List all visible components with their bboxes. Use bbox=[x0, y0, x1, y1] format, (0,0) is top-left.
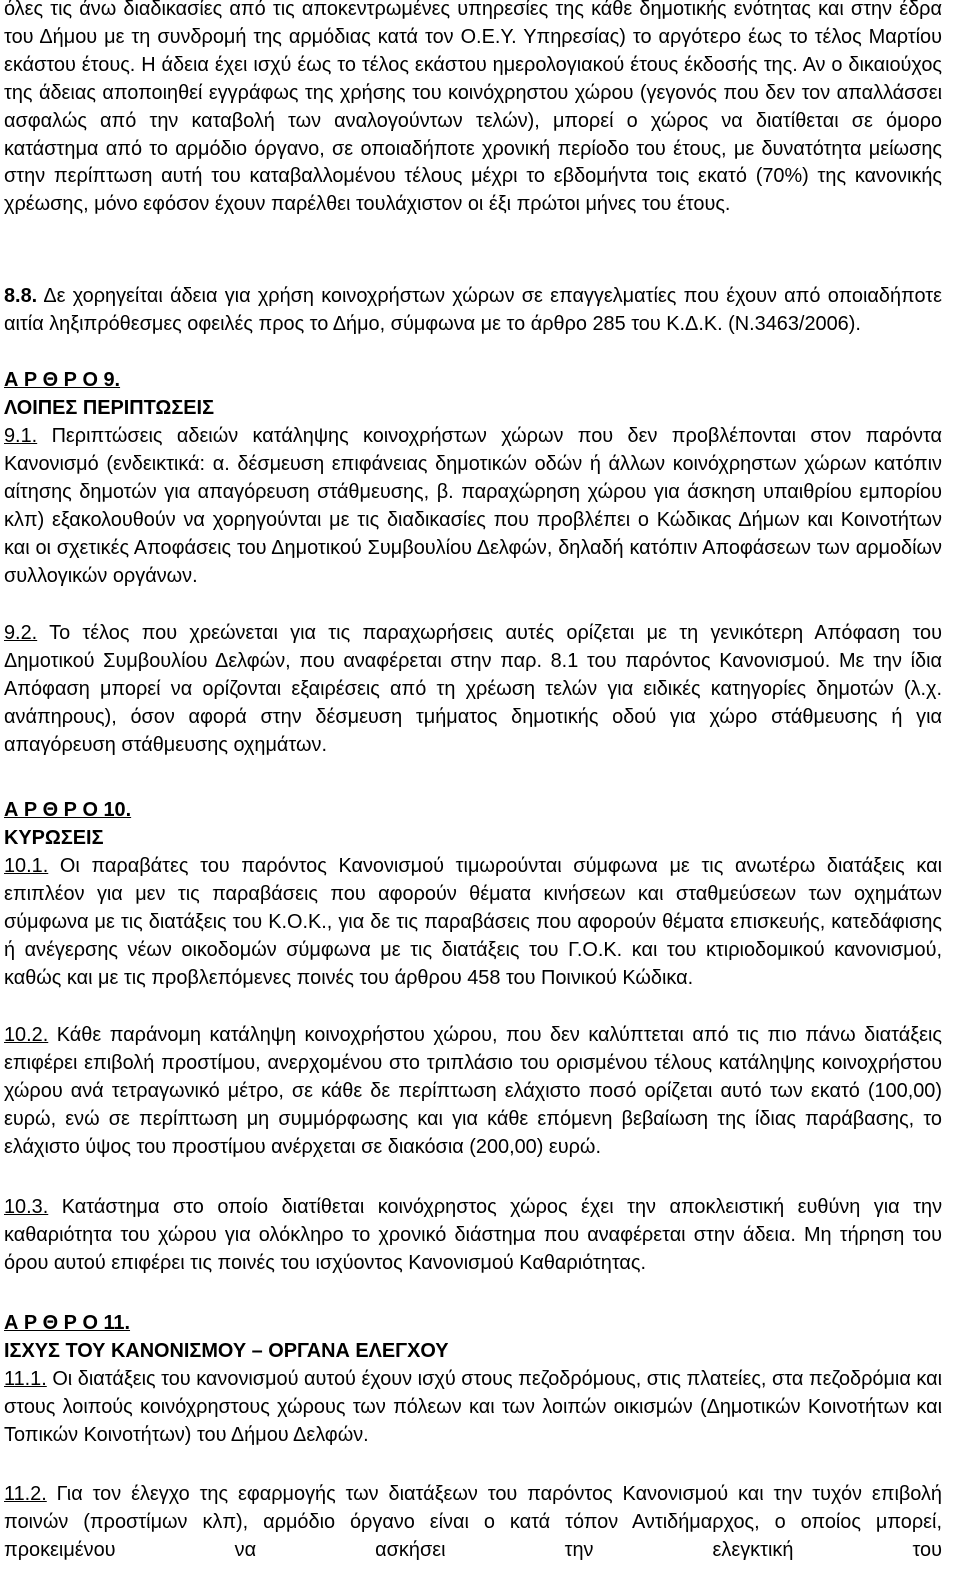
article-10-title: ΚΥΡΩΣΕΙΣ bbox=[4, 827, 104, 849]
paragraph-8-7-continuation bbox=[4, 0, 942, 219]
paragraph-number: 9.1. bbox=[4, 425, 38, 447]
paragraph-8-8 bbox=[4, 283, 942, 339]
paragraph-number: 9.2. bbox=[4, 622, 38, 644]
paragraph-9-1 bbox=[4, 423, 942, 590]
paragraph-text: Οι διατάξεις του κανονισμού αυτού έχουν ισχύ στους πεζοδρόμους, στις πλατείες, στα πεζοδρόμια και στους λοιπούς κοινόχρηστους χώρους των πόλεων και των λοιπών οικισμών (Δημοτικών Κοινοτήτων και Τοπικών Κοινοτήτων) του Δήμου Δελφών. bbox=[4, 1368, 943, 1446]
paragraph-number: 11.1. bbox=[4, 1368, 47, 1390]
article-9-title: ΛΟΙΠΕΣ ΠΕΡΙΠΤΩΣΕΙΣ bbox=[4, 397, 215, 419]
paragraph-number: 8.8. bbox=[4, 285, 38, 307]
paragraph-number: 10.3. bbox=[4, 1196, 49, 1218]
paragraph-text: Το τέλος που χρεώνεται για τις παραχωρήσεις αυτές ορίζεται με τη γενικότερη Απόφαση του Δημοτικού Συμβουλίου Δελφών, που αναφέρεται στην παρ. 8.1 του παρόντος Κανονισμού. Με την ίδια Απόφαση μπορεί να ορίζονται εξαιρέσεις από τη χρέωση τελών για ειδικές κατηγορίες δημοτών (λ.χ. ανάπηρους), όσον αφορά στην δέσμευση τμήματος δημοτικής οδού για χώρο στάθμευσης ή για απαγόρευση στάθμευσης οχημάτων. bbox=[4, 622, 943, 756]
paragraph-number: 11.2. bbox=[4, 1483, 47, 1505]
paragraph-text: όλες τις άνω διαδικασίες από τις αποκεντρωμένες υπηρεσίες της κάθε δημοτικής ενότητας και στην έδρα του Δήμου με τη συνδρομή της αρμόδιας κατά τον Ο.Ε.Υ. Υπηρεσίας) το αργότερο έως το τέλος Μαρτίου εκάστου έτους. Η άδεια έχει ισχύ έως το τέλος εκάστου ημερολογιακού έτους έκδοσής της. Αν ο δικαιούχος της άδειας αποποιηθεί εγγράφως της χρήσης του κοινόχρηστου χώρου (γεγονός που δεν τον απαλλάσσει ασφαλώς από την καταβολή των αναλογούντων τελών), μπορεί ο χώρος να διατίθεται σε όμορο κατάστημα από το αρμόδιο όργανο, σε οποιαδήποτε χρονική περίοδο του έτους, με δυνατότητα μείωσης στην περίπτωση αυτή του καταβαλλομένου τέλους μέχρι το εβδομήντα τοις εκατό (70%) της κανονικής χρέωσης, μόνο εφόσον έχουν παρέλθει τουλάχιστον οι έξι πρώτοι μήνες του έτους. bbox=[4, 0, 942, 216]
paragraph-11-2 bbox=[4, 1481, 942, 1565]
paragraph-text: Δε χορηγείται άδεια για χρήση κοινοχρήστων χώρων σε επαγγελματίες που έχουν από οποιαδήποτε αιτία ληξιπρόθεσμες οφειλές προς το Δήμο, σύμφωνα με το άρθρο 285 του Κ.Δ.Κ. (Ν.3463/2006). bbox=[4, 285, 942, 335]
paragraph-11-1 bbox=[4, 1366, 942, 1450]
article-11-heading: Α Ρ Θ Ρ Ο 11. bbox=[4, 1312, 131, 1334]
paragraph-text: Οι παραβάτες του παρόντος Κανονισμού τιμωρούνται σύμφωνα με τις ανωτέρω διατάξεις και επιπλέον για μεν τις παραβάσεις που αφορούν θέματα κινήσεων και σταθμεύσεων των οχημάτων σύμφωνα με τις διατάξεις του Κ.Ο.Κ., για δε τις παραβάσεις που αφορούν θέματα επισκευής, κατεδάφισης ή ανέγερσης νέων οικοδομών σύμφωνα με τις διατάξεις του Γ.Ο.Κ. και του κτιριοδομικού κανονισμού, καθώς και με τις προβλεπόμενες ποινές του άρθρου 458 του Ποινικού Κώδικα. bbox=[4, 855, 943, 989]
paragraph-10-3 bbox=[4, 1194, 942, 1278]
paragraph-number: 10.1. bbox=[4, 855, 49, 877]
paragraph-number: 10.2. bbox=[4, 1024, 49, 1046]
paragraph-9-2 bbox=[4, 620, 942, 760]
paragraph-text: Για τον έλεγχο της εφαρμογής των διατάξεων του παρόντος Κανονισμού και την τυχόν επιβολή ποινών (προστίμων κλπ), αρμόδιο όργανο είναι ο κατά τόπον Αντιδήμαρχος, ο οποίος μπορεί, προκειμένου να ασκήσει την ελεγκτική του bbox=[4, 1483, 942, 1561]
article-10-heading: Α Ρ Θ Ρ Ο 10. bbox=[4, 799, 132, 821]
paragraph-10-1 bbox=[4, 853, 942, 993]
paragraph-text: Κατάστημα στο οποίο διατίθεται κοινόχρηστος χώρος έχει την αποκλειστική ευθύνη για την καθαριότητα του χώρου για ολόκληρο το χρονικό διάστημα που αναφέρεται στην άδεια. Μη τήρηση του όρου αυτού επιφέρει τις ποινές του ισχύοντος Κανονισμού Καθαριότητας. bbox=[4, 1196, 943, 1274]
article-11-title: ΙΣΧΥΣ ΤΟΥ ΚΑΝΟΝΙΣΜΟΥ – ΟΡΓΑΝΑ ΕΛΕΓΧΟΥ bbox=[4, 1340, 449, 1362]
paragraph-text: Κάθε παράνομη κατάληψη κοινοχρήστου χώρου, που δεν καλύπτεται από τις πιο πάνω διατάξεις επιφέρει επιβολή προστίμου, ανερχομένου στο τριπλάσιο του ορισμένου τέλους κατάληψης κοινοχρήστου χώρου ανά τετραγωνικό μέτρο, σε κάθε δε περίπτωση ελάχιστο ποσό ορίζεται αυτό των εκατό (100,00) ευρώ, ενώ σε περίπτωση μη συμμόρφωσης και για κάθε επόμενη βεβαίωση της ίδιας παράβασης, το ελάχιστο ύψος του προστίμου ανέρχεται σε διακόσια (200,00) ευρώ. bbox=[4, 1024, 942, 1158]
paragraph-10-2 bbox=[4, 1022, 942, 1162]
paragraph-text: Περιπτώσεις αδειών κατάληψης κοινοχρήστων χώρων που δεν προβλέπονται στον παρόντα Κανονισμό (ενδεικτικά: α. δέσμευση επιφάνειας δημοτικών οδών ή άλλων κοινόχρηστων χώρων κατόπιν αίτησης δημοτών για απαγόρευση στάθμευσης, β. παραχώρηση χώρου για άσκηση υπαιθρίου εμπορίου κλπ) εξακολουθούν να χορηγούνται με τις διαδικασίες που προβλέπει ο Κώδικας Δήμων και Κοινοτήτων και οι σχετικές Αποφάσεις του Δημοτικού Συμβουλίου Δελφών, δηλαδή κατόπιν Αποφάσεων των αρμοδίων συλλογικών οργάνων. bbox=[4, 425, 942, 587]
article-9-heading: Α Ρ Θ Ρ Ο 9. bbox=[4, 369, 121, 391]
